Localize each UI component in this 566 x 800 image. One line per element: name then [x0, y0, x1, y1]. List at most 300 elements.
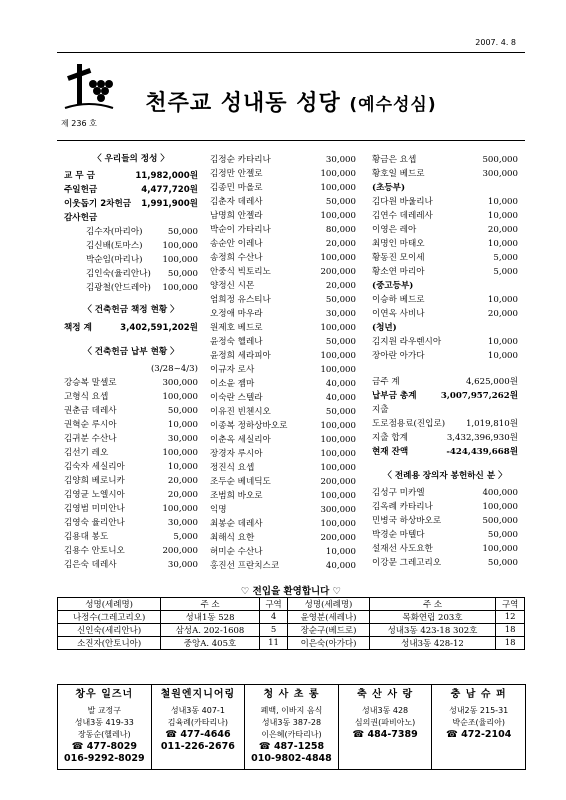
- item-amount: 100,000: [320, 211, 356, 221]
- item-name: 김영숙 율리안나: [64, 518, 125, 528]
- item-name: 최봉순 데레사: [210, 519, 263, 529]
- ad-phone: ☎ 477-8029: [71, 741, 137, 752]
- payment-item: [64, 390, 198, 404]
- item-name: 이연옥 사비나: [372, 309, 425, 319]
- payment-item: [210, 265, 356, 279]
- funeral-item: [372, 500, 518, 514]
- item-amount: 100,000: [482, 544, 518, 554]
- funeral-item: [372, 486, 518, 500]
- ad-name: 축 산 사 랑: [357, 689, 414, 700]
- pledge-label: 책정 계: [64, 323, 92, 333]
- item-amount: 100,000: [320, 519, 356, 529]
- item-amount: 100,000: [320, 449, 356, 459]
- payment-item: [210, 391, 356, 405]
- item-amount: 20,000: [325, 281, 356, 291]
- item-name: 양정신 시몬: [210, 281, 255, 291]
- payment-item: [64, 558, 198, 572]
- item-name: 김선기 레오: [64, 448, 109, 458]
- item-name: 황소연 마리아: [372, 267, 425, 277]
- item-name: 지출 합계: [372, 433, 408, 443]
- ad-line: 성내3동 419-33: [74, 718, 134, 727]
- item-amount: 40,000: [325, 379, 356, 389]
- payment-item: [210, 307, 356, 321]
- item-name: 김정순 카타리나: [210, 155, 271, 165]
- item-name: 지출: [372, 405, 389, 415]
- payment-item: [372, 209, 518, 223]
- column-2: [210, 153, 356, 573]
- item-name: 조두순 베네딕도: [210, 477, 271, 487]
- payment-item: [210, 559, 356, 573]
- item-amount: 300,000: [482, 169, 518, 179]
- item-name: 김영균 노엘시아: [64, 490, 125, 500]
- ad-box: [244, 684, 339, 770]
- payment-item: [372, 237, 518, 251]
- item-amount: 100,000: [320, 421, 356, 431]
- payment-item: [372, 349, 518, 363]
- ad-name: 충 남 슈 퍼: [450, 689, 507, 700]
- item-name: 김용대 봉도: [64, 532, 109, 542]
- item-amount: 5,000: [493, 267, 518, 277]
- ad-line: 김육례(카타리나): [167, 718, 229, 727]
- summary-block: [372, 375, 518, 459]
- item-amount: 100,000: [320, 323, 356, 333]
- table-cell: 18: [496, 624, 525, 637]
- item-amount: 3,432,396,930원: [446, 433, 518, 443]
- issue-date: 2007. 4. 8: [475, 38, 516, 47]
- payment-item: [210, 545, 356, 559]
- summary-line: [372, 375, 518, 389]
- item-amount: 50,000: [325, 337, 356, 347]
- payment-item: [64, 404, 198, 418]
- item-name: 김옥례 카타리나: [372, 502, 433, 512]
- item-amount: 10,000: [167, 462, 198, 472]
- pledge-heading: 〈 건축헌금 책정 현황 〉: [83, 305, 179, 315]
- table-cell: 성내3동 428-12: [369, 637, 496, 650]
- item-amount: 100,000: [320, 183, 356, 193]
- thanks-item: [64, 267, 198, 281]
- payment-item: [64, 530, 198, 544]
- funeral-item: [372, 514, 518, 528]
- ad-line: 발 교정구: [87, 706, 122, 715]
- payment-item: [372, 153, 518, 167]
- ad-phone: ☎ 487-1258: [258, 741, 325, 752]
- item-amount: 10,000: [487, 351, 518, 361]
- payment-item: [372, 195, 518, 209]
- table-cell: 5: [259, 624, 288, 637]
- ad-line: 폐백, 이바지 음식: [260, 706, 323, 715]
- payment-item: [64, 544, 198, 558]
- item-amount: 20,000: [325, 239, 356, 249]
- payment-item: [210, 167, 356, 181]
- item-amount: 50,000: [325, 407, 356, 417]
- thanks-item: [64, 225, 198, 239]
- payment-list-middle-high: [372, 293, 518, 321]
- payment-item: [210, 237, 356, 251]
- item-name: 김귀분 수산나: [64, 434, 117, 444]
- item-name: 현재 잔액: [372, 447, 409, 457]
- table-cell: 성내3동 423-18 302호: [369, 624, 496, 637]
- ad-phone: 010-9802-4848: [251, 753, 332, 764]
- item-amount: 10,000: [487, 337, 518, 347]
- payment-item: [64, 418, 198, 432]
- item-amount: 300,000: [320, 505, 356, 515]
- payment-item: [64, 376, 198, 390]
- item-amount: 50,000: [325, 197, 356, 207]
- item-amount: 40,000: [325, 393, 356, 403]
- item-amount: 200,000: [162, 546, 198, 556]
- payment-item: [210, 335, 356, 349]
- title-main: 천주교 성내동 성당: [145, 91, 341, 116]
- item-amount: 50,000: [487, 558, 518, 568]
- payment-item: [372, 335, 518, 349]
- payment-item: [64, 432, 198, 446]
- item-amount: 20,000: [167, 490, 198, 500]
- item-amount: 300,000: [162, 378, 198, 388]
- payment-item: [210, 223, 356, 237]
- payment-item: [372, 167, 518, 181]
- ad-box: [151, 684, 246, 770]
- item-amount: 30,000: [325, 309, 356, 319]
- table-cell: 중앙A. 405호: [161, 637, 259, 650]
- item-amount: 30,000: [325, 155, 356, 165]
- payment-list-2: [210, 153, 356, 573]
- item-name: 민병국 하상바오로: [372, 516, 442, 526]
- item-name: 황동진 모이세: [372, 253, 425, 263]
- item-name: 송순안 이레나: [210, 239, 263, 249]
- payment-item: [372, 307, 518, 321]
- pledge-total: [64, 321, 198, 335]
- item-name: 최해식 요한: [210, 533, 255, 543]
- table-cell: 18: [496, 637, 525, 650]
- item-name: 장경자 루시아: [210, 449, 263, 459]
- item-amount: 1,019,810원: [465, 419, 518, 429]
- ad-name: 철원엔지니어링: [160, 689, 236, 700]
- item-amount: 200,000: [320, 267, 356, 277]
- item-name: 안중식 빅토리노: [210, 267, 271, 277]
- table-cell: 4: [259, 611, 288, 624]
- funeral-list: [372, 486, 518, 570]
- item-name: 이강문 그레고리오: [372, 558, 442, 568]
- item-name: 도로점용료(진입로): [372, 419, 446, 429]
- item-amount: 100,000: [162, 283, 198, 293]
- payment-item: [210, 279, 356, 293]
- payment-item: [210, 517, 356, 531]
- top-rule: [57, 52, 525, 53]
- summary-line: [372, 403, 518, 417]
- item-amount: 10,000: [167, 420, 198, 430]
- offering-line: [64, 169, 198, 183]
- item-amount: 5,000: [493, 253, 518, 263]
- column-1: [64, 150, 198, 572]
- page-title: [57, 86, 525, 117]
- thanks-list: [64, 225, 198, 295]
- table-header-row: [58, 598, 525, 611]
- table-header-cell: 주 소: [161, 598, 259, 611]
- item-name: 고형식 요셉: [64, 392, 109, 402]
- funeral-item: [372, 542, 518, 556]
- item-name: 장아란 아가다: [372, 351, 425, 361]
- item-name: 이춘옥 세실리아: [210, 435, 271, 445]
- item-amount: 10,000: [325, 547, 356, 557]
- offering-line: [64, 183, 198, 197]
- item-name: 주일헌금: [64, 185, 98, 195]
- item-amount: 10,000: [487, 197, 518, 207]
- item-name: 이영은 레아: [372, 225, 417, 235]
- item-name: 김은숙 데레사: [64, 560, 117, 570]
- item-name: 설재선 사도요한: [372, 544, 433, 554]
- item-name: 권춘금 데레사: [64, 406, 117, 416]
- offering-line: [64, 211, 198, 225]
- table-header-cell: 성명(세례명): [288, 598, 369, 611]
- item-amount: 100,000: [162, 392, 198, 402]
- item-name: 오정애 마우라: [210, 309, 263, 319]
- table-cell: 소진자(안토니아): [58, 637, 161, 650]
- table-header-cell: 성명(세례명): [58, 598, 161, 611]
- payment-list-1: [64, 376, 198, 572]
- item-amount: 400,000: [482, 488, 518, 498]
- table-header-cell: 주 소: [369, 598, 496, 611]
- item-amount: 10,000: [487, 239, 518, 249]
- payment-list-youth: [372, 335, 518, 363]
- item-amount: 3,007,957,262원: [440, 391, 518, 401]
- table-row: [58, 611, 525, 624]
- payment-item: [210, 489, 356, 503]
- item-name: 박경순 마텔다: [372, 530, 425, 540]
- funeral-heading: 〈 전례용 장의자 봉헌하신 분 〉: [383, 471, 507, 481]
- table-cell: 삼성A. 202-1608: [161, 624, 259, 637]
- table-cell: 윤영분(세레나): [288, 611, 369, 624]
- table-header-cell: 구역: [259, 598, 288, 611]
- item-amount: 20,000: [167, 476, 198, 486]
- table-row: [58, 637, 525, 650]
- item-amount: 30,000: [167, 434, 198, 444]
- title-sub: (예수성심): [349, 95, 437, 115]
- payment-item: [64, 474, 198, 488]
- table-cell: 12: [496, 611, 525, 624]
- ad-phone: ☎ 484-7389: [352, 729, 418, 740]
- item-amount: 40,000: [325, 561, 356, 571]
- item-name: 황금은 요셉: [372, 155, 417, 165]
- item-name: 이규자 로사: [210, 365, 255, 375]
- column-3: [372, 153, 518, 570]
- table-cell: 신인숙(세리안나): [58, 624, 161, 637]
- item-amount: 100,000: [482, 502, 518, 512]
- item-amount: 200,000: [320, 477, 356, 487]
- item-amount: 100,000: [162, 448, 198, 458]
- payment-heading: 〈 건축헌금 납부 현황 〉: [83, 347, 179, 357]
- payment-item: [210, 349, 356, 363]
- item-amount: 11,982,000원: [135, 171, 198, 181]
- item-amount: 100,000: [320, 491, 356, 501]
- payment-item: [210, 153, 356, 167]
- item-name: 이종복 정하상바오로: [210, 421, 288, 431]
- item-name: 김종민 마올로: [210, 183, 263, 193]
- summary-line: [372, 389, 518, 403]
- ad-phone: 016-9292-8029: [63, 753, 145, 764]
- item-name: 김정만 안젤로: [210, 169, 263, 179]
- ad-box: [338, 684, 433, 770]
- group-youth: (청년): [372, 323, 397, 333]
- payment-item: [210, 433, 356, 447]
- payment-item: [210, 293, 356, 307]
- item-name: 이유진 빈첸시오: [210, 407, 271, 417]
- item-amount: 100,000: [162, 504, 198, 514]
- item-amount: 10,000: [487, 295, 518, 305]
- item-name: 김양희 베로니카: [64, 476, 125, 486]
- payment-list-3: [372, 153, 518, 181]
- item-name: 금주 계: [372, 377, 400, 387]
- ad-line: 심의권(파비아노): [354, 718, 416, 727]
- table-cell: 나정수(그레고리오): [58, 611, 161, 624]
- item-name: 김인숙(율리안나): [86, 269, 151, 279]
- item-name: 김광철(안드레아): [86, 283, 151, 293]
- item-amount: 500,000: [482, 516, 518, 526]
- item-amount: 100,000: [320, 351, 356, 361]
- group-elementary: (초등부): [372, 183, 406, 193]
- offering-line: [64, 197, 198, 211]
- item-amount: 10,000: [487, 211, 518, 221]
- pledge-value: 3,402,591,202원: [120, 323, 198, 333]
- payment-item: [210, 531, 356, 545]
- ad-line: 박순조(율리아): [452, 718, 505, 727]
- item-amount: -424,439,668원: [446, 447, 518, 457]
- item-name: 김춘자 데레사: [210, 197, 263, 207]
- payment-list-elementary: [372, 195, 518, 279]
- ad-name: 청 사 초 롱: [263, 689, 320, 700]
- group-middle-high: (중고등부): [372, 281, 414, 291]
- item-name: 김용수 안토니오: [64, 546, 125, 556]
- item-amount: 1,991,900원: [141, 199, 198, 209]
- payment-item: [210, 209, 356, 223]
- table-cell: 11: [259, 637, 288, 650]
- payment-item: [210, 447, 356, 461]
- payment-item: [64, 460, 198, 474]
- item-amount: 30,000: [167, 560, 198, 570]
- item-name: 남명희 안젤라: [210, 211, 263, 221]
- ad-line: 성내3동 407-1: [170, 706, 225, 715]
- payment-period: (3/28~4/3): [150, 364, 198, 374]
- table-header-cell: 구역: [496, 598, 525, 611]
- ad-line: 이은혜(카타리나): [261, 730, 322, 739]
- item-amount: 50,000: [167, 227, 198, 237]
- item-amount: 100,000: [320, 435, 356, 445]
- item-amount: 20,000: [487, 225, 518, 235]
- item-name: 황호일 베드로: [372, 169, 425, 179]
- table-cell: 이은숙(아가다): [288, 637, 369, 650]
- item-name: 이소윤 젬마: [210, 379, 255, 389]
- ad-box: [431, 684, 526, 770]
- payment-item: [210, 377, 356, 391]
- item-name: 김지원 라우렌시아: [372, 337, 442, 347]
- ad-line: 성내3동 428: [362, 706, 409, 715]
- payment-item: [372, 293, 518, 307]
- advertisements: [57, 684, 525, 770]
- payment-item: [372, 223, 518, 237]
- item-name: 최명인 마태오: [372, 239, 425, 249]
- item-name: 김영범 미미안나: [64, 504, 125, 514]
- welcome-title: ♡ 전입을 환영합니다 ♡: [240, 586, 342, 597]
- funeral-item: [372, 556, 518, 570]
- item-name: 김성구 미카엘: [372, 488, 425, 498]
- item-amount: 50,000: [487, 530, 518, 540]
- item-name: 정진식 요셉: [210, 463, 255, 473]
- item-name: 이승하 베드로: [372, 295, 425, 305]
- item-amount: 100,000: [320, 169, 356, 179]
- payment-item: [64, 446, 198, 460]
- item-name: 허미순 수산나: [210, 547, 263, 557]
- item-amount: 50,000: [167, 406, 198, 416]
- item-name: 원제호 베드로: [210, 323, 263, 333]
- summary-line: [372, 445, 518, 459]
- table-row: [58, 624, 525, 637]
- item-name: 교 무 금: [64, 171, 95, 181]
- summary-line: [372, 417, 518, 431]
- ad-box: [57, 684, 152, 770]
- item-amount: 100,000: [320, 463, 356, 473]
- item-name: 익명: [210, 505, 227, 515]
- payment-item: [210, 503, 356, 517]
- payment-item: [210, 405, 356, 419]
- item-amount: 200,000: [320, 533, 356, 543]
- header-rule: [57, 140, 525, 141]
- item-amount: 100,000: [320, 253, 356, 263]
- thanks-item: [64, 253, 198, 267]
- ad-line: 성내2동 215-31: [449, 706, 509, 715]
- item-name: 윤정희 세라피아: [210, 351, 271, 361]
- item-name: 엄희정 유스티나: [210, 295, 271, 305]
- payment-item: [210, 363, 356, 377]
- summary-line: [372, 431, 518, 445]
- issue-number: 제 236 호: [61, 119, 97, 128]
- payment-item: [210, 195, 356, 209]
- item-name: 이숙란 스텔라: [210, 393, 263, 403]
- item-name: 납부금 총계: [372, 391, 417, 401]
- item-name: 김숙자 세실리아: [64, 462, 125, 472]
- payment-item: [64, 502, 198, 516]
- item-amount: 80,000: [325, 225, 356, 235]
- item-name: 감사헌금: [64, 213, 98, 223]
- table-cell: 장순구(베드로): [288, 624, 369, 637]
- item-name: 김신배(토마스): [86, 241, 143, 251]
- item-name: 이웃돕기 2차헌금: [64, 199, 132, 209]
- masthead: [57, 56, 525, 140]
- ad-line: 성내3동 387-28: [261, 718, 322, 727]
- ad-phone: ☎ 472-2104: [445, 729, 512, 740]
- payment-item: [210, 419, 356, 433]
- payment-item: [210, 181, 356, 195]
- item-name: 박순임(마리나): [86, 255, 143, 265]
- offerings-lines: [64, 169, 198, 225]
- funeral-item: [372, 528, 518, 542]
- item-amount: 5,000: [173, 532, 198, 542]
- ad-phone: 011-226-2676: [160, 741, 235, 752]
- payment-item: [64, 516, 198, 530]
- item-name: 윤정숙 헬레나: [210, 337, 263, 347]
- payment-item: [210, 251, 356, 265]
- item-name: 권혁순 루시아: [64, 420, 117, 430]
- payment-item: [372, 251, 518, 265]
- payment-item: [210, 321, 356, 335]
- ad-name: 창우 일즈너: [75, 689, 134, 700]
- payment-item: [210, 461, 356, 475]
- item-name: 김수자(마리아): [86, 227, 143, 237]
- payment-item: [64, 488, 198, 502]
- item-name: 김다원 바울리나: [372, 197, 433, 207]
- item-amount: 100,000: [162, 241, 198, 251]
- ad-phone: ☎ 477-4646: [165, 729, 231, 740]
- item-amount: 500,000: [482, 155, 518, 165]
- item-amount: 20,000: [487, 309, 518, 319]
